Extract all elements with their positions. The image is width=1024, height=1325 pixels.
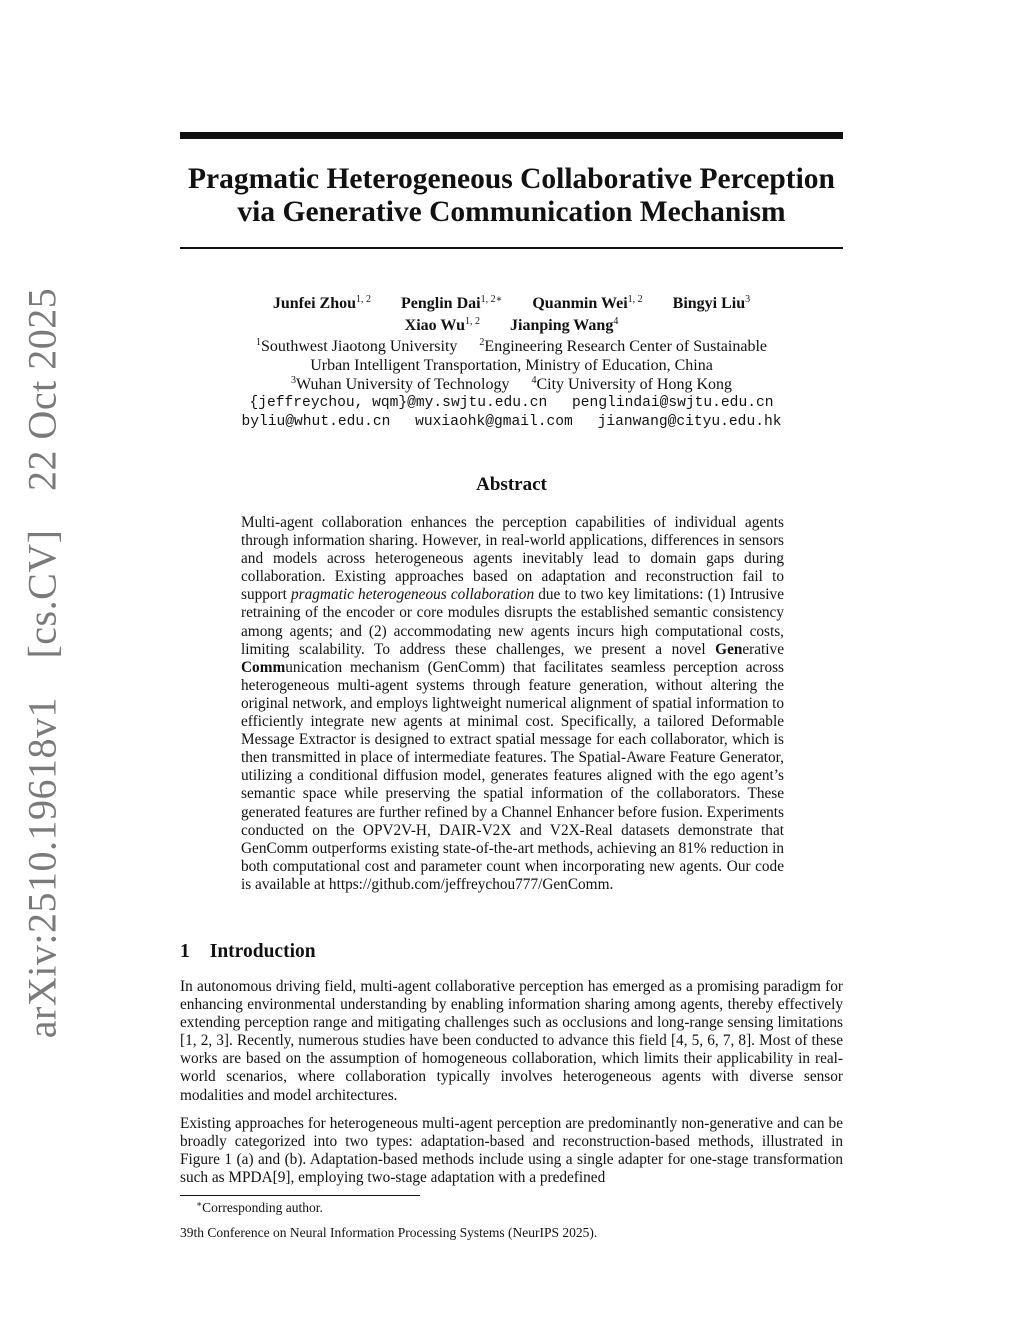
author: Bingyi Liu$^3$ (672, 294, 751, 312)
email-row-1 (180, 394, 843, 413)
introduction-paragraph-2: Existing approaches for heterogeneous multi-agent perception are predominantly non-generative and can be broadly categorized into two types: adaptation-based and reconstruction-based methods, illustrated in Figure 1 (a) and (b). Adaptation-based methods include using a single adapter for one-stage transformation such as MPDA[9], employing two-stage adaptation with a predefined (180, 1115, 843, 1187)
author: Penglin Dai$^{1, 2∗}$ (401, 294, 503, 312)
arxiv-id[interactable]: arXiv:2510.19618v1 (19, 697, 65, 1039)
section-title: Introduction (209, 941, 316, 962)
footnote: ∗Corresponding author. (196, 1199, 323, 1215)
author-row-2 (180, 315, 843, 337)
title-line-2: via Generative Communication Mechanism (237, 196, 786, 228)
title-bottom-rule (180, 247, 843, 249)
section-number: 1 (180, 941, 190, 962)
arxiv-stamp (19, 288, 66, 1038)
email-address[interactable]: byliu@whut.edu.cn (241, 414, 391, 430)
paper-title (180, 163, 843, 229)
footnote-rule (180, 1195, 420, 1196)
section-heading-introduction (180, 941, 316, 963)
author: Quanmin Wei$^{1, 2}$ (532, 294, 643, 312)
affiliation-line-3: $^3$Wuhan University of Technology $^4$City University of Hong Kong (291, 375, 732, 393)
abstract-heading: Abstract (476, 474, 547, 495)
arxiv-date: 22 Oct 2025 (19, 287, 65, 492)
email-row-2 (180, 413, 843, 432)
author: Xiao Wu$^{1, 2}$ (404, 316, 480, 334)
author: Junfei Zhou$^{1, 2}$ (272, 294, 371, 312)
abstract-text: Multi-agent collaboration enhances the perception capabilities of individual agents through information sharing. However, in real-world applications, differences in sensors and models across heterogeneous agents inevitably lead to domain gaps during collaboration. Existing approaches based on adaptation and reconstruction fail to support pragmatic heterogeneous collaboration due to two key limitations: (1) Intrusive retraining of the encoder or core modules disrupts the established semantic consistency among agents; and (2) accommodating new agents incurs high computational costs, limiting scalability. To address these challenges, we present a novel Generative Communication mechanism (GenComm) that facilitates seamless perception across heterogeneous multi-agent systems through feature generation, without altering the original network, and employs lightweight numerical alignment of spatial information to efficiently integrate new agents at minimal cost. Specifically, a tailored Deformable Message Extractor is designed to extract spatial message for each collaborator, which is then transmitted in place of intermediate features. The Spatial-Aware Feature Generator, utilizing a conditional diffusion model, generates features aligned with the ego agent’s semantic space while preserving the spatial information of the collaborators. These generated features are further refined by a Channel Enhancer before fusion. Experiments conducted on the OPV2V-H, DAIR-V2X and V2X-Real datasets demonstrate that GenComm outperforms existing state-of-the-art methods, achieving an 81% reduction in both computational cost and parameter count when incorporating new agents. Our code is available at https://github.com/jeffreychou777/GenComm. (241, 514, 784, 893)
arxiv-category: [cs.CV] (19, 529, 65, 659)
title-top-rule (180, 132, 843, 139)
venue-note: 39th Conference on Neural Information Processing Systems (NeurIPS 2025). (180, 1225, 598, 1240)
author-block (180, 293, 843, 432)
email-address[interactable]: {jeffreychou, wqm}@my.swjtu.edu.cn (249, 395, 548, 411)
email-address[interactable]: jianwang@cityu.edu.hk (597, 414, 782, 430)
affiliation-line-1: $^1$Southwest Jiaotong University $^2$Engineering Research Center of Sustainable (255, 337, 767, 355)
title-line-1: Pragmatic Heterogeneous Collaborative Perception (188, 163, 835, 195)
author-row-1 (180, 293, 843, 315)
introduction-paragraph-1: In autonomous driving field, multi-agent collaborative perception has emerged as a promising paradigm for enhancing environmental understanding by enabling information sharing among agents, thereby effectively extending perception range and mitigating challenges such as occlusions and long-range sensing limitations [1, 2, 3]. Recently, numerous studies have been conducted to advance this field [4, 5, 6, 7, 8]. Most of these works are based on the assumption of homogeneous collaboration, which limits their applicability in real-world scenarios, where collaboration typically involves heterogeneous agents with diverse sensor modalities and model architectures. (180, 978, 843, 1104)
email-address[interactable]: wuxiaohk@gmail.com (415, 414, 573, 430)
affiliation-line-2: Urban Intelligent Transportation, Ministry of Education, China (310, 357, 713, 374)
author: Jianping Wang$^4$ (510, 316, 619, 334)
email-address[interactable]: penglindai@swjtu.edu.cn (572, 395, 774, 411)
